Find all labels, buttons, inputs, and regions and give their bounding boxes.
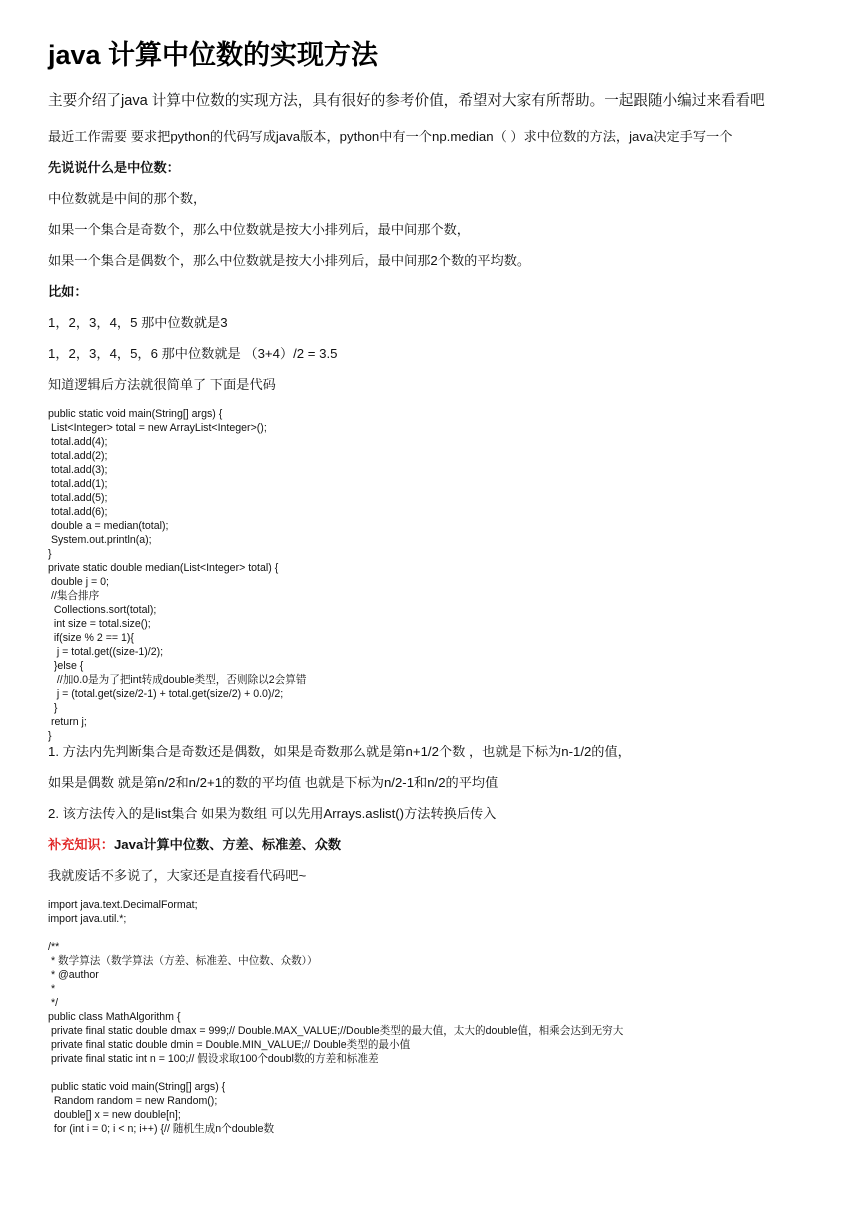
definition-line-3: 如果一个集合是偶数个，那么中位数就是按大小排列后，最中间那2个数的平均数。	[48, 253, 531, 268]
example-line-1: 1，2，3，4，5 那中位数就是3	[48, 315, 228, 330]
supplement-heading	[48, 836, 820, 853]
supplement-intro: 我就废话不多说了，大家还是直接看代码吧~	[48, 868, 307, 883]
intro-paragraph: 最近工作需要 要求把python的代码写成java版本，python中有一个np.median（ ）求中位数的方法，java决定手写一个	[48, 129, 733, 144]
note-line-1: 1. 方法内先判断集合是奇数还是偶数，如果是奇数那么就是第n+1/2个数 ，也就是下标为n-1/2的值，	[48, 744, 631, 759]
note-line-3: 2. 该方法传入的是list集合 如果为数组 可以先用Arrays.aslist()方法转换后传入	[48, 806, 497, 821]
example-line-2: 1，2，3，4，5，6 那中位数就是 （3+4）/2 = 3.5	[48, 346, 338, 361]
what-is-median-heading: 先说说什么是中位数：	[48, 160, 180, 175]
definition-line-1: 中位数就是中间的那个数，	[48, 191, 207, 206]
example-heading: 比如：	[48, 284, 88, 299]
supplement-label: 补充知识：	[48, 837, 114, 852]
code-intro: 知道逻辑后方法就很简单了 下面是代码	[48, 377, 276, 392]
article-summary: 主要介绍了java 计算中位数的实现方法，具有很好的参考价值，希望对大家有所帮助。一起跟随小编过来看看吧	[48, 93, 765, 109]
article-title: java 计算中位数的实现方法	[48, 40, 379, 70]
definition-line-2: 如果一个集合是奇数个，那么中位数就是按大小排列后，最中间那个数，	[48, 222, 470, 237]
median-code-block: public static void main(String[] args) { List<Integer> total = new ArrayList<Integer>(); total.add(4); total.add(2); total.add(3); total.add(1); total.add(5); total.add(6); double a = median(total); System.out.println(a); } private static double median(List<Integer> total) { double j = 0; //集合排序 Collections.sort(total); int size = total.size(); if(size % 2 == 1){ j = total.get((size-1)/2); }else { //加0.0是为了把int转成double类型，否则除以2会算错 j = (total.get(size/2-1) + total.get(size/2) + 0.0)/2; } return j; }	[48, 408, 307, 742]
supplement-title: Java计算中位数、方差、标准差、众数	[113, 837, 342, 852]
math-algorithm-code-block: import java.text.DecimalFormat; import java.util.*; /** * 数学算法（数学算法（方差、标准差、中位数、众数）） * @author * */ public class MathAlgorithm { private final static double dmax = 999;// Double.MAX_VALUE;//Double类型的最大值，太大的double值，相乘会达到无穷大 private final static double dmin = Double.MIN_VALUE;// Double类型的最小值 private final static int n = 100;// 假设求取100个doubl数的方差和标准差 public static void main(String[] args) { Random random = new Random(); double[] x = new double[n]; for (int i = 0; i < n; i++) {// 随机生成n个double数	[48, 899, 624, 1135]
note-line-2: 如果是偶数 就是第n/2和n/2+1的数的平均值 也就是下标为n/2-1和n/2的平均值	[48, 775, 499, 790]
